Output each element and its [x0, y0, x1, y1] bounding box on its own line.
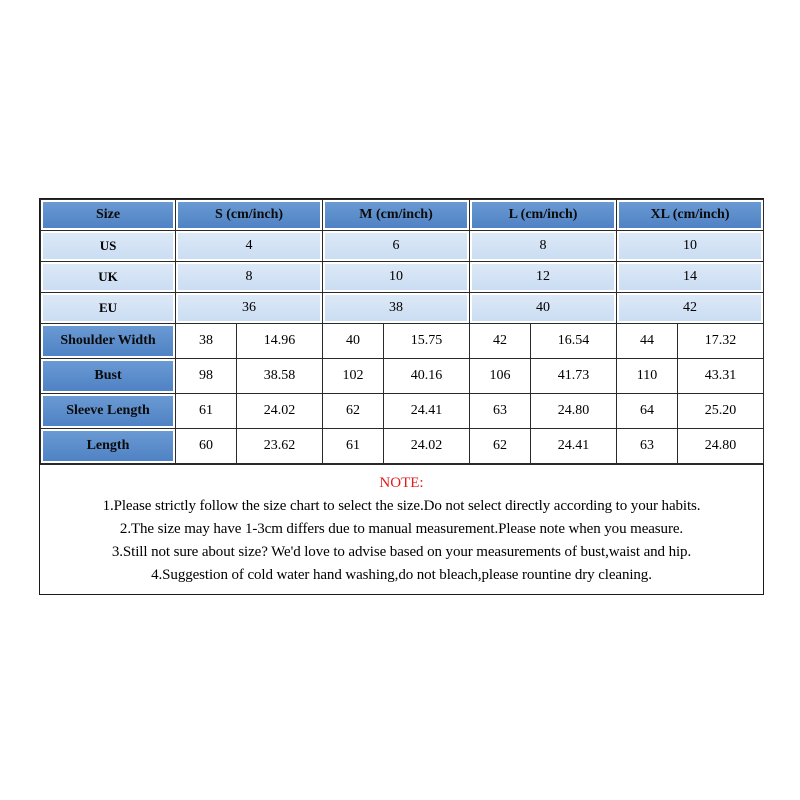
inch-cell: 17.32 [678, 324, 764, 359]
sleeve-length-row [41, 394, 764, 429]
cm-cell: 102 [323, 359, 384, 394]
inch-cell: 40.16 [384, 359, 470, 394]
cm-cell: 61 [323, 429, 384, 464]
inch-cell: 41.73 [531, 359, 617, 394]
row-label: Sleeve Length [41, 394, 176, 429]
cm-cell: 110 [617, 359, 678, 394]
header-l-cell: L (cm/inch) [470, 200, 617, 231]
cm-cell: 106 [470, 359, 531, 394]
us-m-cell: 6 [323, 231, 470, 262]
row-label: EU [41, 293, 176, 324]
inch-cell: 43.31 [678, 359, 764, 394]
inch-cell: 24.02 [237, 394, 323, 429]
header-xl-cell: XL (cm/inch) [617, 200, 764, 231]
shoulder-width-row [41, 324, 764, 359]
eu-row [41, 293, 764, 324]
us-l-cell: 8 [470, 231, 617, 262]
note-line-4: 4.Suggestion of cold water hand washing,do not bleach,please rountine dry cleaning. [151, 567, 652, 583]
note-line-2: 2.The size may have 1-3cm differs due to manual measurement.Please note when you measure. [119, 521, 684, 537]
cm-cell: 62 [470, 429, 531, 464]
inch-cell: 24.80 [531, 394, 617, 429]
cm-cell: 40 [323, 324, 384, 359]
cm-cell: 63 [470, 394, 531, 429]
row-label: Shoulder Width [41, 324, 176, 359]
uk-s-cell: 8 [176, 262, 323, 293]
note-line-1: 1.Please strictly follow the size chart to select the size.Do not select directly according to your habits. [102, 498, 701, 514]
header-size-cell: Size [41, 200, 176, 231]
inch-cell: 24.80 [678, 429, 764, 464]
uk-m-cell: 10 [323, 262, 470, 293]
eu-xl-cell: 42 [617, 293, 764, 324]
bust-row [41, 359, 764, 394]
us-s-cell: 4 [176, 231, 323, 262]
inch-cell: 24.02 [384, 429, 470, 464]
inch-cell: 23.62 [237, 429, 323, 464]
cm-cell: 60 [176, 429, 237, 464]
header-row [41, 200, 764, 231]
uk-xl-cell: 14 [617, 262, 764, 293]
us-row [41, 231, 764, 262]
size-chart [39, 198, 764, 595]
inch-cell: 25.20 [678, 394, 764, 429]
eu-s-cell: 36 [176, 293, 323, 324]
uk-l-cell: 12 [470, 262, 617, 293]
note-line-3: 3.Still not sure about size? We'd love to advise based on your measurements of bust,waist and hip. [111, 544, 692, 560]
inch-cell: 15.75 [384, 324, 470, 359]
size-table [40, 199, 764, 464]
inch-cell: 16.54 [531, 324, 617, 359]
header-m-cell: M (cm/inch) [323, 200, 470, 231]
cm-cell: 63 [617, 429, 678, 464]
eu-m-cell: 38 [323, 293, 470, 324]
cm-cell: 64 [617, 394, 678, 429]
note-title: NOTE: [379, 475, 424, 491]
cm-cell: 38 [176, 324, 237, 359]
length-row [41, 429, 764, 464]
us-xl-cell: 10 [617, 231, 764, 262]
notes-section [40, 464, 763, 594]
row-label: US [41, 231, 176, 262]
header-s-cell: S (cm/inch) [176, 200, 323, 231]
cm-cell: 62 [323, 394, 384, 429]
inch-cell: 38.58 [237, 359, 323, 394]
cm-cell: 44 [617, 324, 678, 359]
row-label: Length [41, 429, 176, 464]
inch-cell: 24.41 [531, 429, 617, 464]
row-label: Bust [41, 359, 176, 394]
row-label: UK [41, 262, 176, 293]
cm-cell: 61 [176, 394, 237, 429]
inch-cell: 24.41 [384, 394, 470, 429]
eu-l-cell: 40 [470, 293, 617, 324]
cm-cell: 98 [176, 359, 237, 394]
inch-cell: 14.96 [237, 324, 323, 359]
uk-row [41, 262, 764, 293]
cm-cell: 42 [470, 324, 531, 359]
